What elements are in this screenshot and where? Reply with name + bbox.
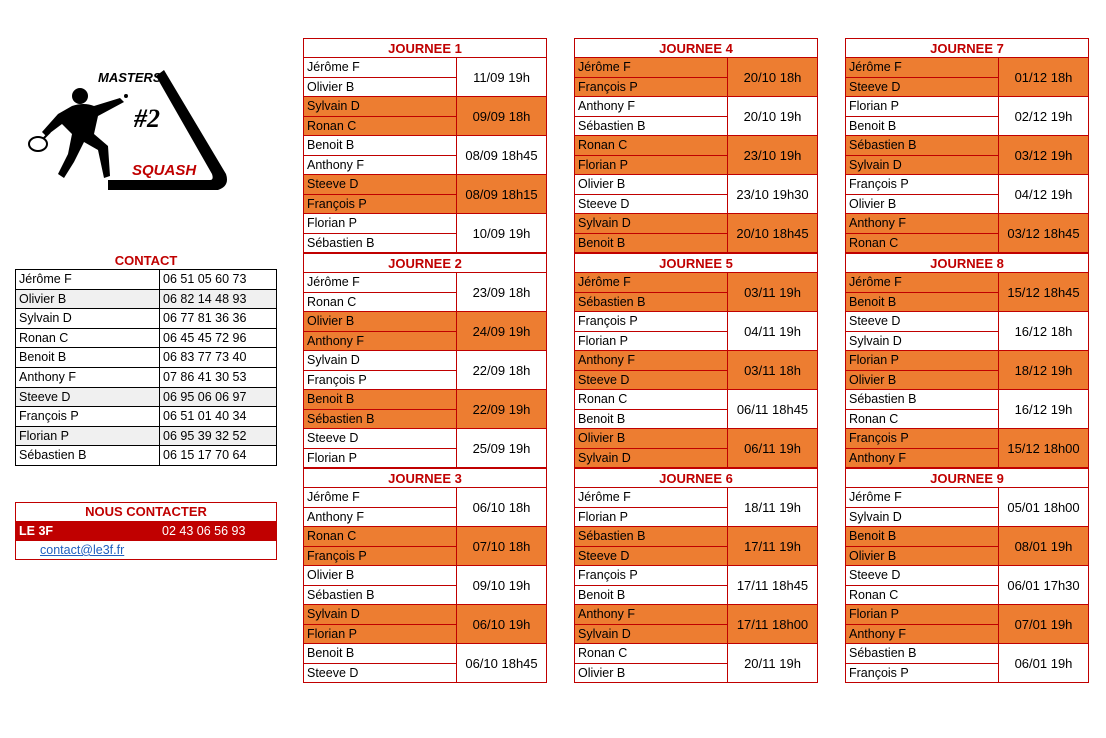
contact-title: CONTACT	[114, 253, 178, 268]
contact-email-link[interactable]: contact@le3f.fr	[40, 543, 125, 557]
match-players	[575, 214, 728, 252]
match-players	[304, 429, 457, 467]
contact-phone: 06 15 17 70 64	[163, 448, 247, 463]
contact-name: Olivier B	[16, 290, 160, 309]
player-name: Jérôme F	[307, 60, 360, 74]
nous-contacter-box	[15, 502, 277, 560]
match-row	[845, 566, 1089, 605]
player-name: Florian P	[575, 507, 727, 527]
player-name: Anthony F	[846, 448, 998, 468]
match-row	[303, 644, 547, 683]
match-row	[574, 566, 818, 605]
player-name: Jérôme F	[575, 273, 727, 292]
match-players	[846, 273, 999, 311]
match-players	[304, 351, 457, 389]
player-name: Benoit B	[575, 585, 727, 605]
player-name: Sylvain D	[304, 97, 456, 116]
match-row	[574, 605, 818, 644]
player-name: Jérôme F	[846, 273, 998, 292]
contact-row	[15, 269, 277, 290]
player-name: Sébastien B	[846, 136, 998, 155]
match-date: 04/12 19h	[1014, 186, 1073, 202]
match-players	[304, 97, 457, 135]
match-row	[303, 390, 547, 429]
player-name: François P	[575, 77, 727, 97]
player-name: Steeve D	[846, 77, 998, 97]
player-name: Olivier B	[304, 77, 456, 97]
player-name: Ronan C	[578, 646, 628, 660]
player-name: Anthony F	[575, 351, 727, 370]
journee-title: JOURNEE 8	[845, 253, 1089, 273]
player-name: Ronan C	[846, 585, 998, 605]
match-date: 23/10 19h	[728, 136, 817, 174]
player-name: Steeve D	[304, 175, 456, 194]
journee-title: JOURNEE 9	[845, 468, 1089, 488]
player-name: Jérôme F	[575, 58, 727, 77]
player-name: Ronan C	[304, 527, 456, 546]
match-row	[574, 312, 818, 351]
match-date: 02/12 19h	[1014, 108, 1073, 124]
player-name: Anthony F	[304, 331, 456, 351]
match-date: 20/10 19h	[743, 108, 802, 124]
player-name: Florian P	[849, 99, 900, 113]
match-row	[574, 488, 818, 527]
match-row	[845, 644, 1089, 683]
contact-row	[15, 368, 277, 388]
nous-contacter-row	[16, 522, 276, 541]
player-name: Sylvain D	[575, 214, 727, 233]
match-row	[303, 136, 547, 175]
logo-number: #2	[134, 104, 160, 133]
player-name: Anthony F	[846, 624, 998, 644]
match-date: 07/01 19h	[999, 605, 1088, 643]
player-name: Sylvain D	[304, 605, 456, 624]
match-players	[304, 527, 457, 565]
player-name: Ronan C	[846, 409, 998, 429]
logo-line1: MASTERS	[98, 70, 162, 85]
match-row	[845, 175, 1089, 214]
journee-block	[845, 38, 1089, 253]
player-name: Jérôme F	[578, 490, 631, 504]
contact-rows	[15, 269, 277, 466]
match-date: 08/09 18h15	[457, 175, 546, 213]
schedule-column-3	[845, 38, 1089, 683]
player-name: Olivier B	[575, 663, 727, 683]
match-players	[304, 175, 457, 213]
match-row	[574, 273, 818, 312]
nous-contacter-title: NOUS CONTACTER	[16, 503, 276, 522]
player-name: François P	[304, 194, 456, 214]
schedule-column-2	[574, 38, 818, 683]
match-date: 09/09 18h	[457, 97, 546, 135]
contact-name: Sébastien B	[16, 446, 160, 465]
match-date: 08/09 18h45	[465, 147, 538, 163]
match-players	[575, 175, 728, 213]
journee-block	[574, 38, 818, 253]
match-date: 06/10 18h45	[465, 655, 538, 671]
match-date: 20/10 18h	[728, 58, 817, 96]
match-row	[303, 214, 547, 253]
player-name: Anthony F	[846, 214, 998, 233]
match-players	[846, 429, 999, 467]
player-name: Sylvain D	[846, 155, 998, 175]
match-players	[846, 97, 999, 135]
contact-row	[15, 427, 277, 447]
match-row	[845, 527, 1089, 566]
contact-phone: 06 45 45 72 96	[163, 330, 247, 345]
contact-phone: 06 95 39 32 52	[160, 427, 276, 446]
player-name: Sébastien B	[849, 392, 917, 406]
match-row	[845, 58, 1089, 97]
journee-block	[574, 468, 818, 683]
player-name: Ronan C	[304, 116, 456, 136]
match-players	[846, 136, 999, 174]
player-name: Anthony F	[575, 605, 727, 624]
player-name: Steeve D	[307, 431, 359, 445]
contact-name: Jérôme F	[16, 270, 160, 289]
match-players	[846, 312, 999, 350]
match-row	[845, 390, 1089, 429]
match-date: 03/12 18h45	[999, 214, 1088, 252]
match-row	[303, 273, 547, 312]
match-players	[575, 273, 728, 311]
nous-contacter-tel: 02 43 06 56 93	[162, 524, 246, 538]
journee-title: JOURNEE 7	[845, 38, 1089, 58]
player-name: François P	[578, 568, 638, 582]
player-name: Florian P	[575, 331, 727, 351]
player-name: Sylvain D	[846, 331, 998, 351]
player-name: Benoit B	[575, 409, 727, 429]
match-date: 01/12 18h	[999, 58, 1088, 96]
match-date: 17/11 18h00	[728, 605, 817, 643]
match-players	[575, 351, 728, 389]
match-players	[846, 566, 999, 604]
match-row	[303, 527, 547, 566]
match-date: 16/12 19h	[1014, 401, 1073, 417]
journee-block	[303, 38, 547, 253]
match-players	[846, 527, 999, 565]
match-players	[575, 527, 728, 565]
match-date: 22/09 19h	[457, 390, 546, 428]
contact-name: François P	[16, 407, 160, 426]
match-date: 03/11 19h	[728, 273, 817, 311]
contact-phone: 06 82 14 48 93	[160, 290, 276, 309]
player-name: Benoit B	[304, 390, 456, 409]
match-players	[846, 214, 999, 252]
match-row	[574, 644, 818, 683]
match-row	[574, 351, 818, 390]
match-date: 03/12 19h	[999, 136, 1088, 174]
match-players	[304, 488, 457, 526]
match-row	[303, 312, 547, 351]
player-name: Benoit B	[307, 646, 355, 660]
player-name: Sébastien B	[304, 233, 456, 253]
player-name: Ronan C	[846, 233, 998, 253]
player-name: Sylvain D	[575, 624, 727, 644]
match-date: 06/10 19h	[457, 605, 546, 643]
match-players	[846, 644, 999, 682]
match-date: 06/11 18h45	[736, 401, 809, 417]
match-players	[575, 58, 728, 96]
match-row	[303, 97, 547, 136]
schedule-column-1	[303, 38, 547, 683]
player-name: Sébastien B	[304, 585, 456, 605]
contact-row	[15, 309, 277, 329]
player-name: Olivier B	[846, 194, 998, 214]
logo-line2: SQUASH	[132, 162, 197, 179]
match-players	[846, 175, 999, 213]
player-name: Florian P	[575, 155, 727, 175]
player-name: Steeve D	[575, 370, 727, 390]
contact-phone: 07 86 41 30 53	[163, 369, 247, 384]
match-row	[574, 97, 818, 136]
player-name: Sébastien B	[575, 292, 727, 312]
match-date: 07/10 18h	[457, 527, 546, 565]
match-date: 23/09 18h	[472, 284, 531, 300]
match-row	[303, 605, 547, 644]
match-players	[304, 390, 457, 428]
match-row	[845, 605, 1089, 644]
match-players	[304, 136, 457, 174]
player-name: Benoit B	[846, 116, 998, 136]
match-row	[845, 273, 1089, 312]
player-name: Florian P	[304, 448, 456, 468]
match-players	[575, 390, 728, 428]
journee-title: JOURNEE 2	[303, 253, 547, 273]
match-players	[304, 58, 457, 96]
match-date: 18/11 19h	[744, 499, 801, 515]
match-row	[574, 58, 818, 97]
contact-row	[15, 388, 277, 408]
match-date: 15/12 18h00	[999, 429, 1088, 467]
contact-name: Anthony F	[16, 368, 160, 387]
match-date: 06/11 19h	[728, 429, 817, 467]
match-row	[845, 429, 1089, 468]
player-name: Jérôme F	[846, 58, 998, 77]
contact-row	[15, 329, 277, 349]
contact-row	[15, 348, 277, 368]
match-date: 06/01 19h	[1014, 655, 1073, 671]
match-players	[304, 605, 457, 643]
journee-block	[303, 468, 547, 683]
match-players	[575, 136, 728, 174]
player-name: Sylvain D	[575, 448, 727, 468]
match-date: 17/11 18h45	[736, 577, 809, 593]
match-players	[846, 351, 999, 389]
match-date: 05/01 18h00	[1007, 499, 1080, 515]
player-name: Olivier B	[578, 177, 626, 191]
player-name: Benoit B	[575, 233, 727, 253]
contact-row	[15, 290, 277, 310]
player-name: Sébastien B	[575, 527, 727, 546]
contact-row	[15, 446, 277, 466]
match-row	[303, 488, 547, 527]
player-name: Anthony F	[304, 155, 456, 175]
player-name: Sylvain D	[307, 353, 360, 367]
player-name: Jérôme F	[307, 490, 360, 504]
player-name: Steeve D	[849, 568, 901, 582]
match-row	[303, 175, 547, 214]
journee-block	[303, 253, 547, 468]
player-name: Benoit B	[307, 138, 355, 152]
match-date: 20/11 19h	[744, 655, 801, 671]
match-date: 06/01 17h30	[1007, 577, 1080, 593]
match-players	[575, 97, 728, 135]
player-name: Olivier B	[307, 568, 355, 582]
match-date: 24/09 19h	[457, 312, 546, 350]
player-name: François P	[304, 546, 456, 566]
player-name: Steeve D	[849, 314, 901, 328]
contact-phone: 06 51 01 40 34	[163, 409, 247, 424]
match-row	[845, 312, 1089, 351]
contact-phone: 06 95 06 06 97	[160, 388, 276, 407]
match-row	[845, 351, 1089, 390]
player-name: Florian P	[846, 605, 998, 624]
match-players	[304, 214, 457, 252]
match-date: 23/10 19h30	[736, 186, 809, 202]
match-players	[575, 488, 728, 526]
match-row	[845, 97, 1089, 136]
match-row	[303, 429, 547, 468]
player-name: Florian P	[304, 624, 456, 644]
player-name: François P	[849, 177, 909, 191]
match-date: 03/11 18h	[728, 351, 817, 389]
player-name: Ronan C	[304, 292, 456, 312]
match-date: 17/11 19h	[728, 527, 817, 565]
player-name: François P	[578, 314, 638, 328]
contact-name: Florian P	[16, 427, 160, 446]
match-row	[845, 214, 1089, 253]
match-row	[303, 351, 547, 390]
player-name: Anthony F	[578, 99, 635, 113]
match-row	[303, 58, 547, 97]
match-date: 11/09 19h	[473, 69, 530, 85]
player-name: Olivier B	[304, 312, 456, 331]
player-name: Benoit B	[846, 527, 998, 546]
match-players	[575, 605, 728, 643]
player-name: Benoit B	[846, 292, 998, 312]
journee-title: JOURNEE 6	[574, 468, 818, 488]
player-name: François P	[304, 370, 456, 390]
contact-name: Sylvain D	[16, 309, 160, 328]
match-players	[575, 644, 728, 682]
player-name: Jérôme F	[307, 275, 360, 289]
match-date: 04/11 19h	[744, 323, 801, 339]
match-date: 09/10 19h	[472, 577, 531, 593]
player-name: Steeve D	[304, 663, 456, 683]
match-players	[575, 566, 728, 604]
player-name: Anthony F	[304, 507, 456, 527]
journee-block	[845, 253, 1089, 468]
match-row	[574, 214, 818, 253]
contact-row	[15, 407, 277, 427]
player-name: Ronan C	[575, 136, 727, 155]
match-players	[304, 273, 457, 311]
player-name: Sébastien B	[849, 646, 917, 660]
match-row	[574, 175, 818, 214]
match-players	[846, 58, 999, 96]
contact-phone: 06 77 81 36 36	[163, 311, 247, 326]
player-name: Sylvain D	[846, 507, 998, 527]
player-name: Olivier B	[846, 370, 998, 390]
match-row	[574, 429, 818, 468]
match-date: 08/01 19h	[999, 527, 1088, 565]
match-players	[304, 312, 457, 350]
player-name: Steeve D	[575, 546, 727, 566]
match-date: 16/12 18h	[1014, 323, 1073, 339]
player-name: Sébastien B	[304, 409, 456, 429]
match-row	[574, 136, 818, 175]
player-name: Olivier B	[846, 546, 998, 566]
player-name: François P	[846, 429, 998, 448]
player-name: François P	[846, 663, 998, 683]
journee-title: JOURNEE 4	[574, 38, 818, 58]
match-players	[846, 390, 999, 428]
journee-title: JOURNEE 5	[574, 253, 818, 273]
match-date: 10/09 19h	[472, 225, 531, 241]
match-row	[574, 390, 818, 429]
match-players	[846, 605, 999, 643]
contact-table	[15, 252, 277, 466]
match-row	[574, 527, 818, 566]
journee-title: JOURNEE 3	[303, 468, 547, 488]
match-row	[303, 566, 547, 605]
match-date: 20/10 18h45	[728, 214, 817, 252]
journee-title: JOURNEE 1	[303, 38, 547, 58]
contact-name: Benoit B	[16, 348, 160, 367]
match-date: 18/12 19h	[999, 351, 1088, 389]
match-players	[575, 312, 728, 350]
player-name: Jérôme F	[849, 490, 902, 504]
contact-name: Ronan C	[16, 329, 160, 348]
player-name: Florian P	[307, 216, 358, 230]
match-players	[575, 429, 728, 467]
contact-phone: 06 51 05 60 73	[163, 272, 247, 286]
match-row	[845, 488, 1089, 527]
contact-name: Steeve D	[16, 388, 160, 407]
match-players	[846, 488, 999, 526]
player-name: Ronan C	[578, 392, 628, 406]
player-name: Olivier B	[575, 429, 727, 448]
contact-phone: 06 83 77 73 40	[163, 350, 247, 365]
nous-contacter-name: LE 3F	[19, 524, 54, 538]
player-name: Steeve D	[575, 194, 727, 214]
match-row	[845, 136, 1089, 175]
match-date: 25/09 19h	[472, 440, 531, 456]
player-name: Florian P	[846, 351, 998, 370]
match-players	[304, 566, 457, 604]
masters-squash-logo	[24, 62, 236, 202]
match-players	[304, 644, 457, 682]
match-date: 22/09 18h	[472, 362, 531, 378]
match-date: 15/12 18h45	[999, 273, 1088, 311]
journee-block	[845, 468, 1089, 683]
player-name: Sébastien B	[575, 116, 727, 136]
match-date: 06/10 18h	[472, 499, 531, 515]
journee-block	[574, 253, 818, 468]
